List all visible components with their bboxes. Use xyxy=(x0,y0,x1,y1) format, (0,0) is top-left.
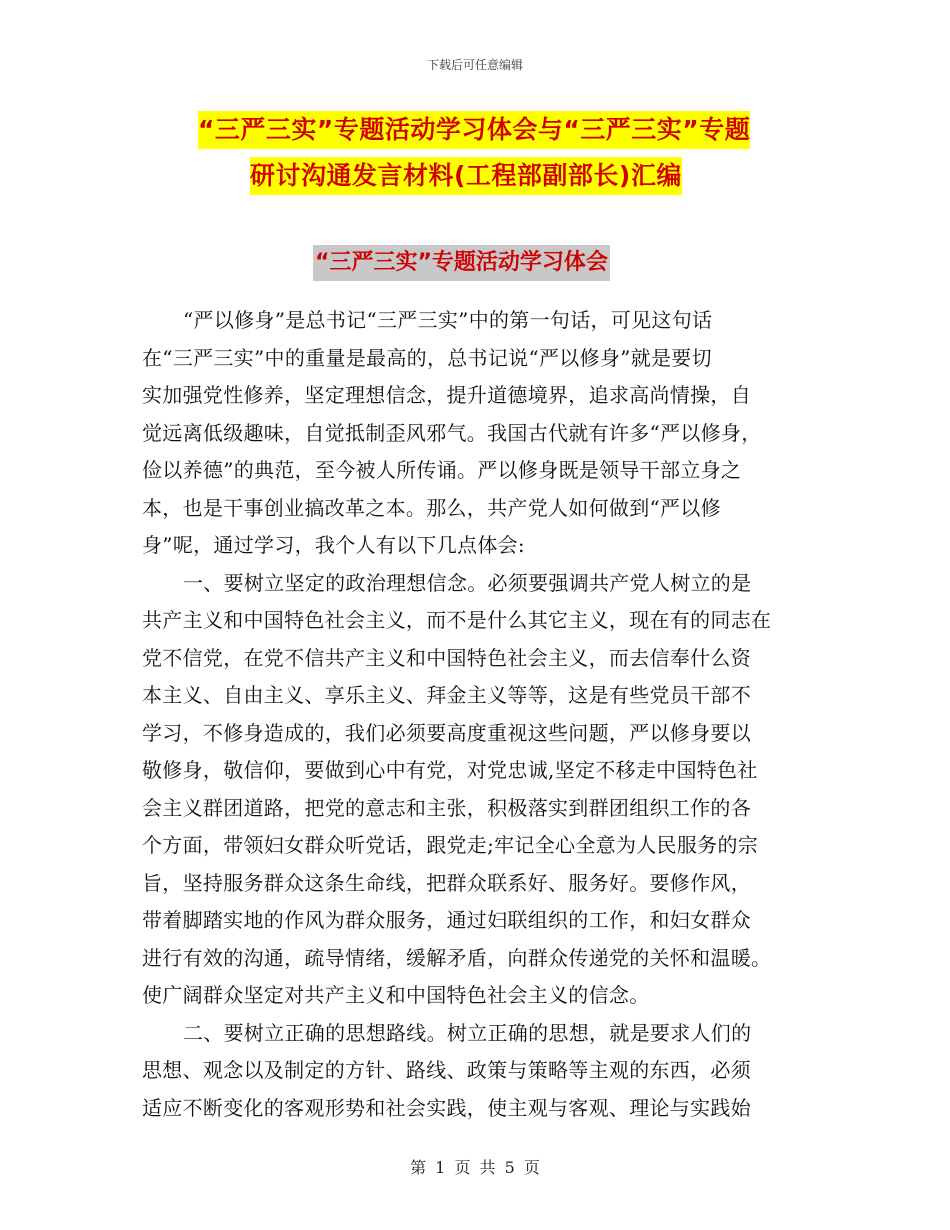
body-line: 使广阔群众坚定对共产主义和中国特色社会主义的信念。 xyxy=(142,983,650,1007)
body-line: 本主义、自由主义、享乐主义、拜金主义等等，这是有些党员干部不 xyxy=(142,683,751,707)
body-text xyxy=(142,302,810,1127)
body-line: 带着脚踏实地的作风为群众服务，通过妇联组织的工作，和妇女群众 xyxy=(142,908,751,932)
body-line: 俭以养德”的典范，至今被人所传诵。严以修身既是领导干部立身之 xyxy=(142,458,742,482)
header-note: 下载后可任意编辑 xyxy=(426,58,523,72)
body-line: 身”呢，通过学习，我个人有以下几点体会: xyxy=(142,533,525,557)
body-line: 觉远离低级趣味，自觉抵制歪风邪气。我国古代就有许多“严以修身， xyxy=(142,420,762,445)
body-line: 一、要树立坚定的政治理想信念。必须要强调共产党人树立的是 xyxy=(183,570,752,595)
body-line: 敬修身，敬信仰，要做到心中有党，对党忠诚,坚定不移走中国特色社 xyxy=(142,758,758,782)
body-line: 实加强党性修养，坚定理想信念，提升道德境界，追求高尚情操，自 xyxy=(142,383,751,407)
title-line-2: 研讨沟通发言材料(工程部副部长)汇编 xyxy=(250,157,682,195)
body-line: 在“三严三实”中的重量是最高的，总书记说“严以修身”就是要切 xyxy=(142,345,712,370)
body-line: 本，也是干事创业搞改革之本。那么，共产党人如何做到“严以修 xyxy=(142,495,721,520)
section-heading: “三严三实”专题活动学习体会 xyxy=(313,245,610,281)
body-line: 思想、观念以及制定的方针、路线、政策与策略等主观的东西，必须 xyxy=(142,1058,751,1082)
body-line: 旨，坚持服务群众这条生命线，把群众联系好、服务好。要修作风， xyxy=(142,870,751,895)
body-line: 适应不断变化的客观形势和社会实践，使主观与客观、理论与实践始 xyxy=(142,1095,751,1120)
body-line: 共产主义和中国特色社会主义，而不是什么其它主义，现在有的同志在 xyxy=(142,608,772,632)
body-line: 个方面，带领妇女群众听党话，跟党走;牢记全心全意为人民服务的宗 xyxy=(142,833,759,857)
body-line: 学习，不修身造成的，我们必须要高度重视这些问题，严以修身要以 xyxy=(142,720,751,745)
body-line: 会主义群团道路，把党的意志和主张，积极落实到群团组织工作的各 xyxy=(142,795,751,820)
body-line: 进行有效的沟通，疏导情绪，缓解矛盾，向群众传递党的关怀和温暖。 xyxy=(142,945,772,970)
body-line: “严以修身”是总书记“三严三实”中的第一句话，可见这句话 xyxy=(183,308,713,332)
page-indicator: 第 1 页 共 5 页 xyxy=(410,1158,540,1177)
title-line-1: “三严三实”专题活动学习体会与“三严三实”专题 xyxy=(198,111,750,149)
body-line: 二、要树立正确的思想路线。树立正确的思想，就是要求人们的 xyxy=(183,1020,752,1045)
body-line: 党不信党，在党不信共产主义和中国特色社会主义，而去信奉什么资 xyxy=(142,645,751,670)
